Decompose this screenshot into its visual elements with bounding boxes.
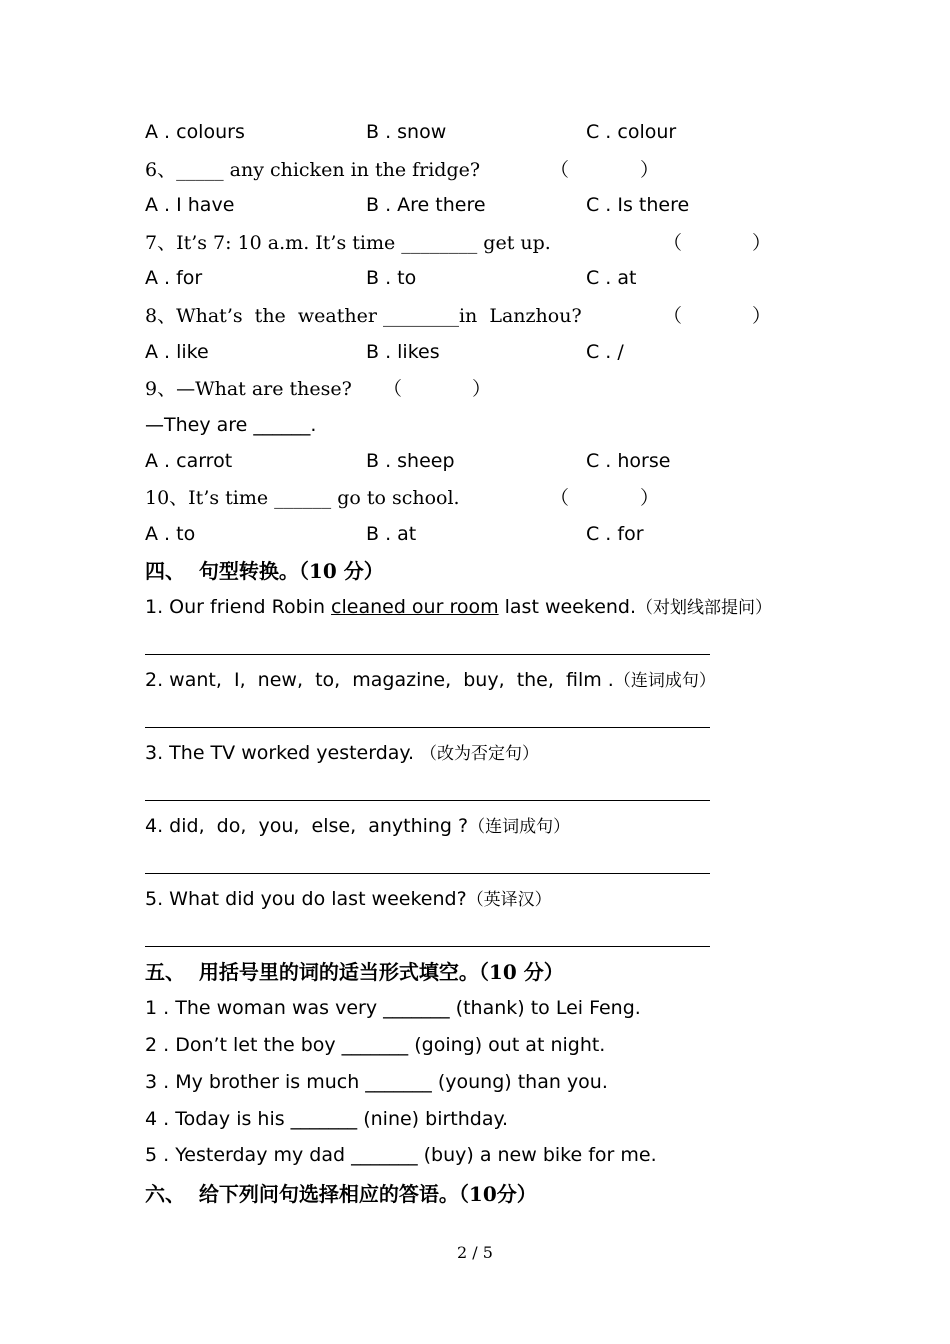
s4-item-1-underlined: cleaned our room bbox=[331, 596, 499, 618]
q9-option-c: C . horse bbox=[586, 450, 671, 472]
q5-option-a: A . colours bbox=[145, 121, 245, 143]
q10-option-a: A . to bbox=[145, 523, 196, 545]
q8-option-c: C . / bbox=[586, 341, 624, 363]
s4-item-4 bbox=[145, 814, 570, 839]
q6-paren-open: （ bbox=[550, 159, 570, 181]
s4-answer-line-5 bbox=[145, 946, 710, 947]
s4-item-2 bbox=[145, 668, 716, 693]
q10-paren-open: （ bbox=[550, 487, 570, 509]
s4-item-2-hint: （连词成句） bbox=[613, 671, 716, 691]
s4-item-1-pre: 1. Our friend Robin bbox=[145, 596, 332, 618]
q7-paren-open: （ bbox=[663, 232, 683, 254]
s4-item-5 bbox=[145, 887, 552, 912]
q9-paren-open: （ bbox=[383, 378, 403, 400]
page-number: 2 / 5 bbox=[457, 1243, 493, 1262]
s4-answer-line-3 bbox=[145, 800, 710, 801]
q7-option-c: C . at bbox=[586, 267, 637, 289]
q6-option-c: C . Is there bbox=[586, 194, 690, 216]
q10-option-b: B . at bbox=[366, 523, 417, 545]
q9-option-b: B . sheep bbox=[366, 450, 455, 472]
q9-reply: —They are ______. bbox=[145, 414, 317, 436]
q10-paren-close: ） bbox=[640, 487, 660, 509]
q6-question: 6、_____ any chicken in the fridge? bbox=[145, 159, 481, 181]
s4-item-3-text: 3. The TV worked yesterday. bbox=[145, 742, 421, 764]
q6-option-a: A . I have bbox=[145, 194, 235, 216]
s4-item-2-text: 2. want, I, new, to, magazine, buy, the, film . bbox=[145, 669, 614, 691]
s5-item-5: 5 . Yesterday my dad _______ (buy) a new bike for me. bbox=[145, 1144, 657, 1166]
q8-paren-open: （ bbox=[663, 305, 683, 327]
s4-item-5-text: 5. What did you do last weekend? bbox=[145, 888, 467, 910]
s4-answer-line-4 bbox=[145, 873, 710, 874]
q7-paren-close: ） bbox=[752, 232, 772, 254]
q6-option-b: B . Are there bbox=[366, 194, 486, 216]
q9-paren-close: ） bbox=[472, 378, 492, 400]
section5-title: 五、 用括号里的词的适当形式填空。（10 分） bbox=[145, 960, 564, 984]
q8-paren-close: ） bbox=[752, 305, 772, 327]
s5-item-3: 3 . My brother is much _______ (young) than you. bbox=[145, 1071, 608, 1093]
s4-item-1-post: last weekend. bbox=[498, 596, 637, 618]
q7-option-a: A . for bbox=[145, 267, 203, 289]
s4-item-3 bbox=[145, 741, 539, 766]
q5-option-c: C . colour bbox=[586, 121, 677, 143]
q10-question: 10、It’s time ______ go to school. bbox=[145, 487, 460, 509]
q7-question: 7、It’s 7: 10 a.m. It’s time ________ get up. bbox=[145, 232, 551, 254]
s5-item-1: 1 . The woman was very _______ (thank) to Lei Feng. bbox=[145, 997, 641, 1019]
q9-question: 9、—What are these? bbox=[145, 378, 352, 400]
q8-option-a: A . like bbox=[145, 341, 209, 363]
section6-title: 六、 给下列问句选择相应的答语。（10分） bbox=[145, 1182, 537, 1206]
s4-item-4-hint: （连词成句） bbox=[468, 817, 571, 837]
q5-option-b: B . snow bbox=[366, 121, 447, 143]
q10-option-c: C . for bbox=[586, 523, 644, 545]
s4-item-1 bbox=[145, 595, 772, 620]
s4-item-4-text: 4. did, do, you, else, anything ? bbox=[145, 815, 469, 837]
q8-question: 8、What’s the weather ________in Lanzhou? bbox=[145, 305, 582, 327]
q7-option-b: B . to bbox=[366, 267, 417, 289]
s5-item-4: 4 . Today is his _______ (nine) birthday. bbox=[145, 1108, 509, 1130]
s4-item-5-hint: （英译汉） bbox=[466, 890, 552, 910]
section4-title: 四、 句型转换。（10 分） bbox=[145, 559, 384, 583]
s4-answer-line-2 bbox=[145, 727, 710, 728]
s5-item-2: 2 . Don’t let the boy _______ (going) out at night. bbox=[145, 1034, 606, 1056]
s4-answer-line-1 bbox=[145, 654, 710, 655]
s4-item-1-hint: （对划线部提问） bbox=[636, 598, 773, 618]
q6-paren-close: ） bbox=[640, 159, 660, 181]
q8-option-b: B . likes bbox=[366, 341, 440, 363]
q9-option-a: A . carrot bbox=[145, 450, 233, 472]
s4-item-3-hint: （改为否定句） bbox=[420, 744, 540, 764]
